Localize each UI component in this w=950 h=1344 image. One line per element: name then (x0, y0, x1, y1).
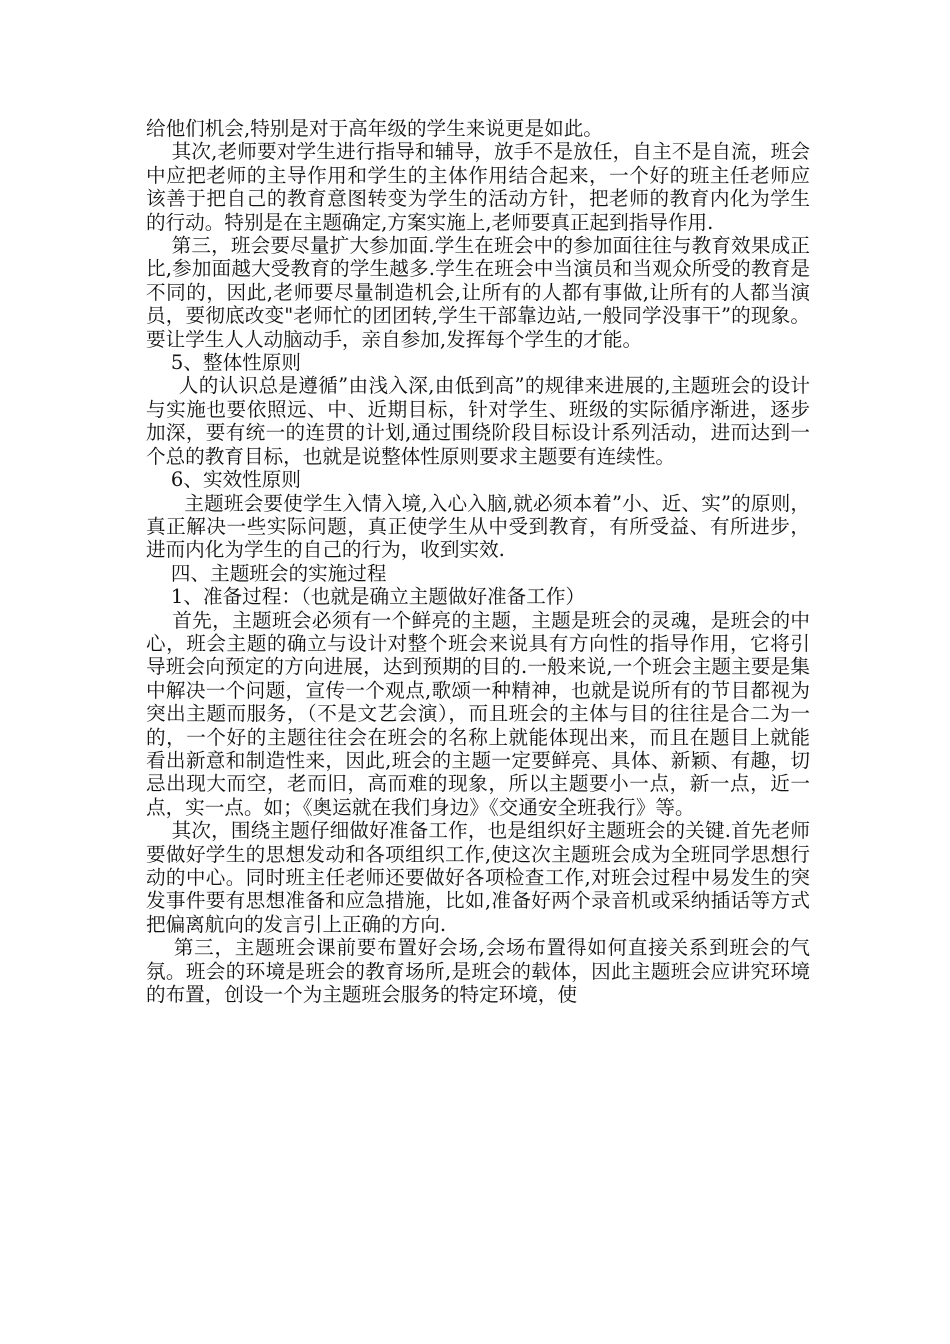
paragraph-teacher-guidance: 其次,老师要对学生进行指导和辅导，放手不是放任，自主不是自流，班会中应把老师的主导作用和学生的主体作用结合起来，一个好的班主任老师应该善于把自己的教育意图转变为学生的活动方针，把老师的教育内化为学生的行动。特别是在主题确定,方案实施上,老师要真正起到指导作用. (146, 140, 810, 234)
paragraph-venue: 第三，主题班会课前要布置好会场,会场布置得如何直接关系到班会的气氛。班会的环境是班会的教育场所,是班会的载体，因此主题班会应讲究环境的布置，创设一个为主题班会服务的特定环境，使 (146, 936, 810, 1007)
paragraph-effectiveness: 主题班会要使学生入情入境,入心入脑,就必须本着”小、近、实”的原则，真正解决一些实际问题，真正使学生从中受到教育，有所受益、有所进步，进而内化为学生的自己的行为，收到实效. (146, 491, 810, 562)
paragraph-preparation: 其次，围绕主题仔细做好准备工作，也是组织好主题班会的关键.首先老师要做好学生的思想发动和各项组织工作,使这次主题班会成为全班同学思想行动的中心。同时班主任老师还要做好各项检查工作,对班会过程中易发生的突发事件要有思想准备和应急措施，比如,准备好两个录音机或采纳插话等方式把偏离航向的发言引上正确的方向. (146, 819, 810, 936)
heading-effectiveness-principle: 6、实效性原则 (146, 468, 301, 492)
paragraph-intro-tail: 给他们机会,特别是对于高年级的学生来说更是如此。 (146, 117, 603, 140)
paragraph-integrity: 人的认识总是遵循”由浅入深,由低到高”的规律来进展的,主题班会的设计与实施也要依照远、中、近期目标，针对学生、班级的实际循序渐进，逐步加深，要有统一的连贯的计划,通过围绕阶段目标设计系列活动，进而达到一个总的教育目标，也就是说整体性原则要求主题要有连续性。 (146, 374, 810, 468)
heading-integrity-principle: 5、整体性原则 (146, 351, 301, 375)
paragraph-theme: 首先，主题班会必须有一个鲜亮的主题，主题是班会的灵魂，是班会的中心，班会主题的确立与设计对整个班会来说具有方向性的指导作用，它将引导班会向预定的方向进展，达到预期的目的.一般来说,一个班会主题主要是集中解决一个问题，宣传一个观点,歌颂一种精神，也就是说所有的节目都视为突出主题而服务，（不是文艺会演），而且班会的主体与目的往往是合二为一的，一个好的主题往往会在班会的名称上就能体现出来，而且在题目上就能看出新意和制造性来，因此,班会的主题一定要鲜亮、具体、新颖、有趣，切忌出现大而空，老而旧，高而难的现象，所以主题要小一点，新一点，近一点，实一点。如；《奥运就在我们身边》《交通安全班我行》等。 (146, 608, 810, 819)
heading-preparation-process: 1、准备过程：（也就是确立主题做好准备工作） (146, 585, 586, 609)
heading-implementation-process: 四、主题班会的实施过程 (146, 561, 387, 585)
document-body (146, 117, 810, 1006)
paragraph-participation: 第三，班会要尽量扩大参加面.学生在班会中的参加面往往与教育效果成正比,参加面越大受教育的学生越多.学生在班会中当演员和当观众所受的教育是不同的，因此,老师要尽量制造机会,让所有的人都有事做,让所有的人都当演员，要彻底改变"老师忙的团团转,学生干部靠边站,一般同学没事干”的现象。要让学生人人动脑动手，亲自参加,发挥每个学生的才能。 (146, 234, 810, 351)
